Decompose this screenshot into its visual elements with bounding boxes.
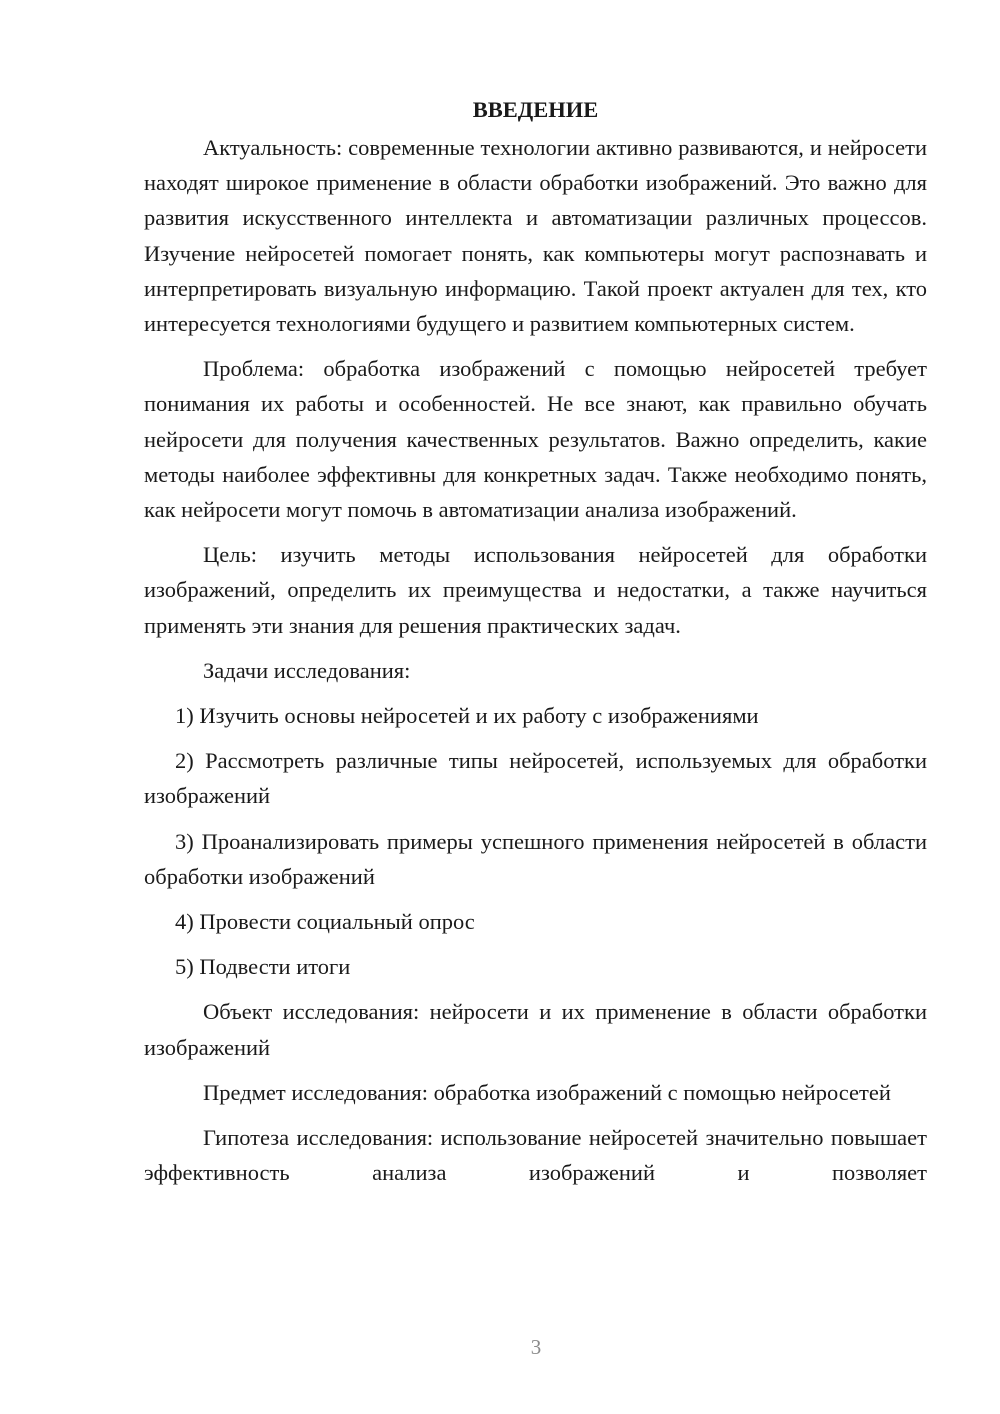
page-number: 3: [530, 1335, 542, 1359]
tasks-intro: Задачи исследования:: [203, 657, 411, 683]
object-paragraph: Объект исследования: нейросети и их применение в области обработки изображений: [144, 999, 927, 1060]
task-item: 5) Подвести итоги: [175, 954, 351, 980]
problem-paragraph: Проблема: обработка изображений с помощью нейросетей требует понимания их работы и особенностей. Не все знают, как правильно обучать нейросети для получения качественных результатов. Важно определить, какие методы наиболее эффективны для конкретных задач. Также необходимо понять, как нейросети могут помочь в автоматизации анализа изображений.: [144, 356, 927, 523]
hypothesis-paragraph: Гипотеза исследования: использование нейросетей значительно повышает эффективность анализа изображений и позволяет: [144, 1125, 927, 1186]
goal-paragraph: Цель: изучить методы использования нейросетей для обработки изображений, определить их преимущества и недостатки, а также научиться применять эти знания для решения практических задач.: [144, 542, 927, 638]
relevance-paragraph: Актуальность: современные технологии активно развиваются, и нейросети находят широкое применение в области обработки изображений. Это важно для развития искусственного интеллекта и автоматизации различных процессов. Изучение нейросетей помогает понять, как компьютеры могут распознавать и интерпретировать визуальную информацию. Такой проект актуален для тех, кто интересуется технологиями будущего и развитием компьютерных систем.: [144, 135, 927, 337]
task-item: 2) Рассмотреть различные типы нейросетей, используемых для обработки изображений: [144, 748, 927, 809]
task-item: 1) Изучить основы нейросетей и их работу с изображениями: [175, 703, 759, 729]
task-item: 4) Провести социальный опрос: [175, 909, 475, 935]
section-heading: ВВЕДЕНИЕ: [472, 97, 599, 122]
page-content: [144, 92, 927, 1190]
subject-paragraph: Предмет исследования: обработка изображений с помощью нейросетей: [203, 1079, 891, 1105]
task-item: 3) Проанализировать примеры успешного применения нейросетей в области обработки изображений: [144, 828, 927, 889]
